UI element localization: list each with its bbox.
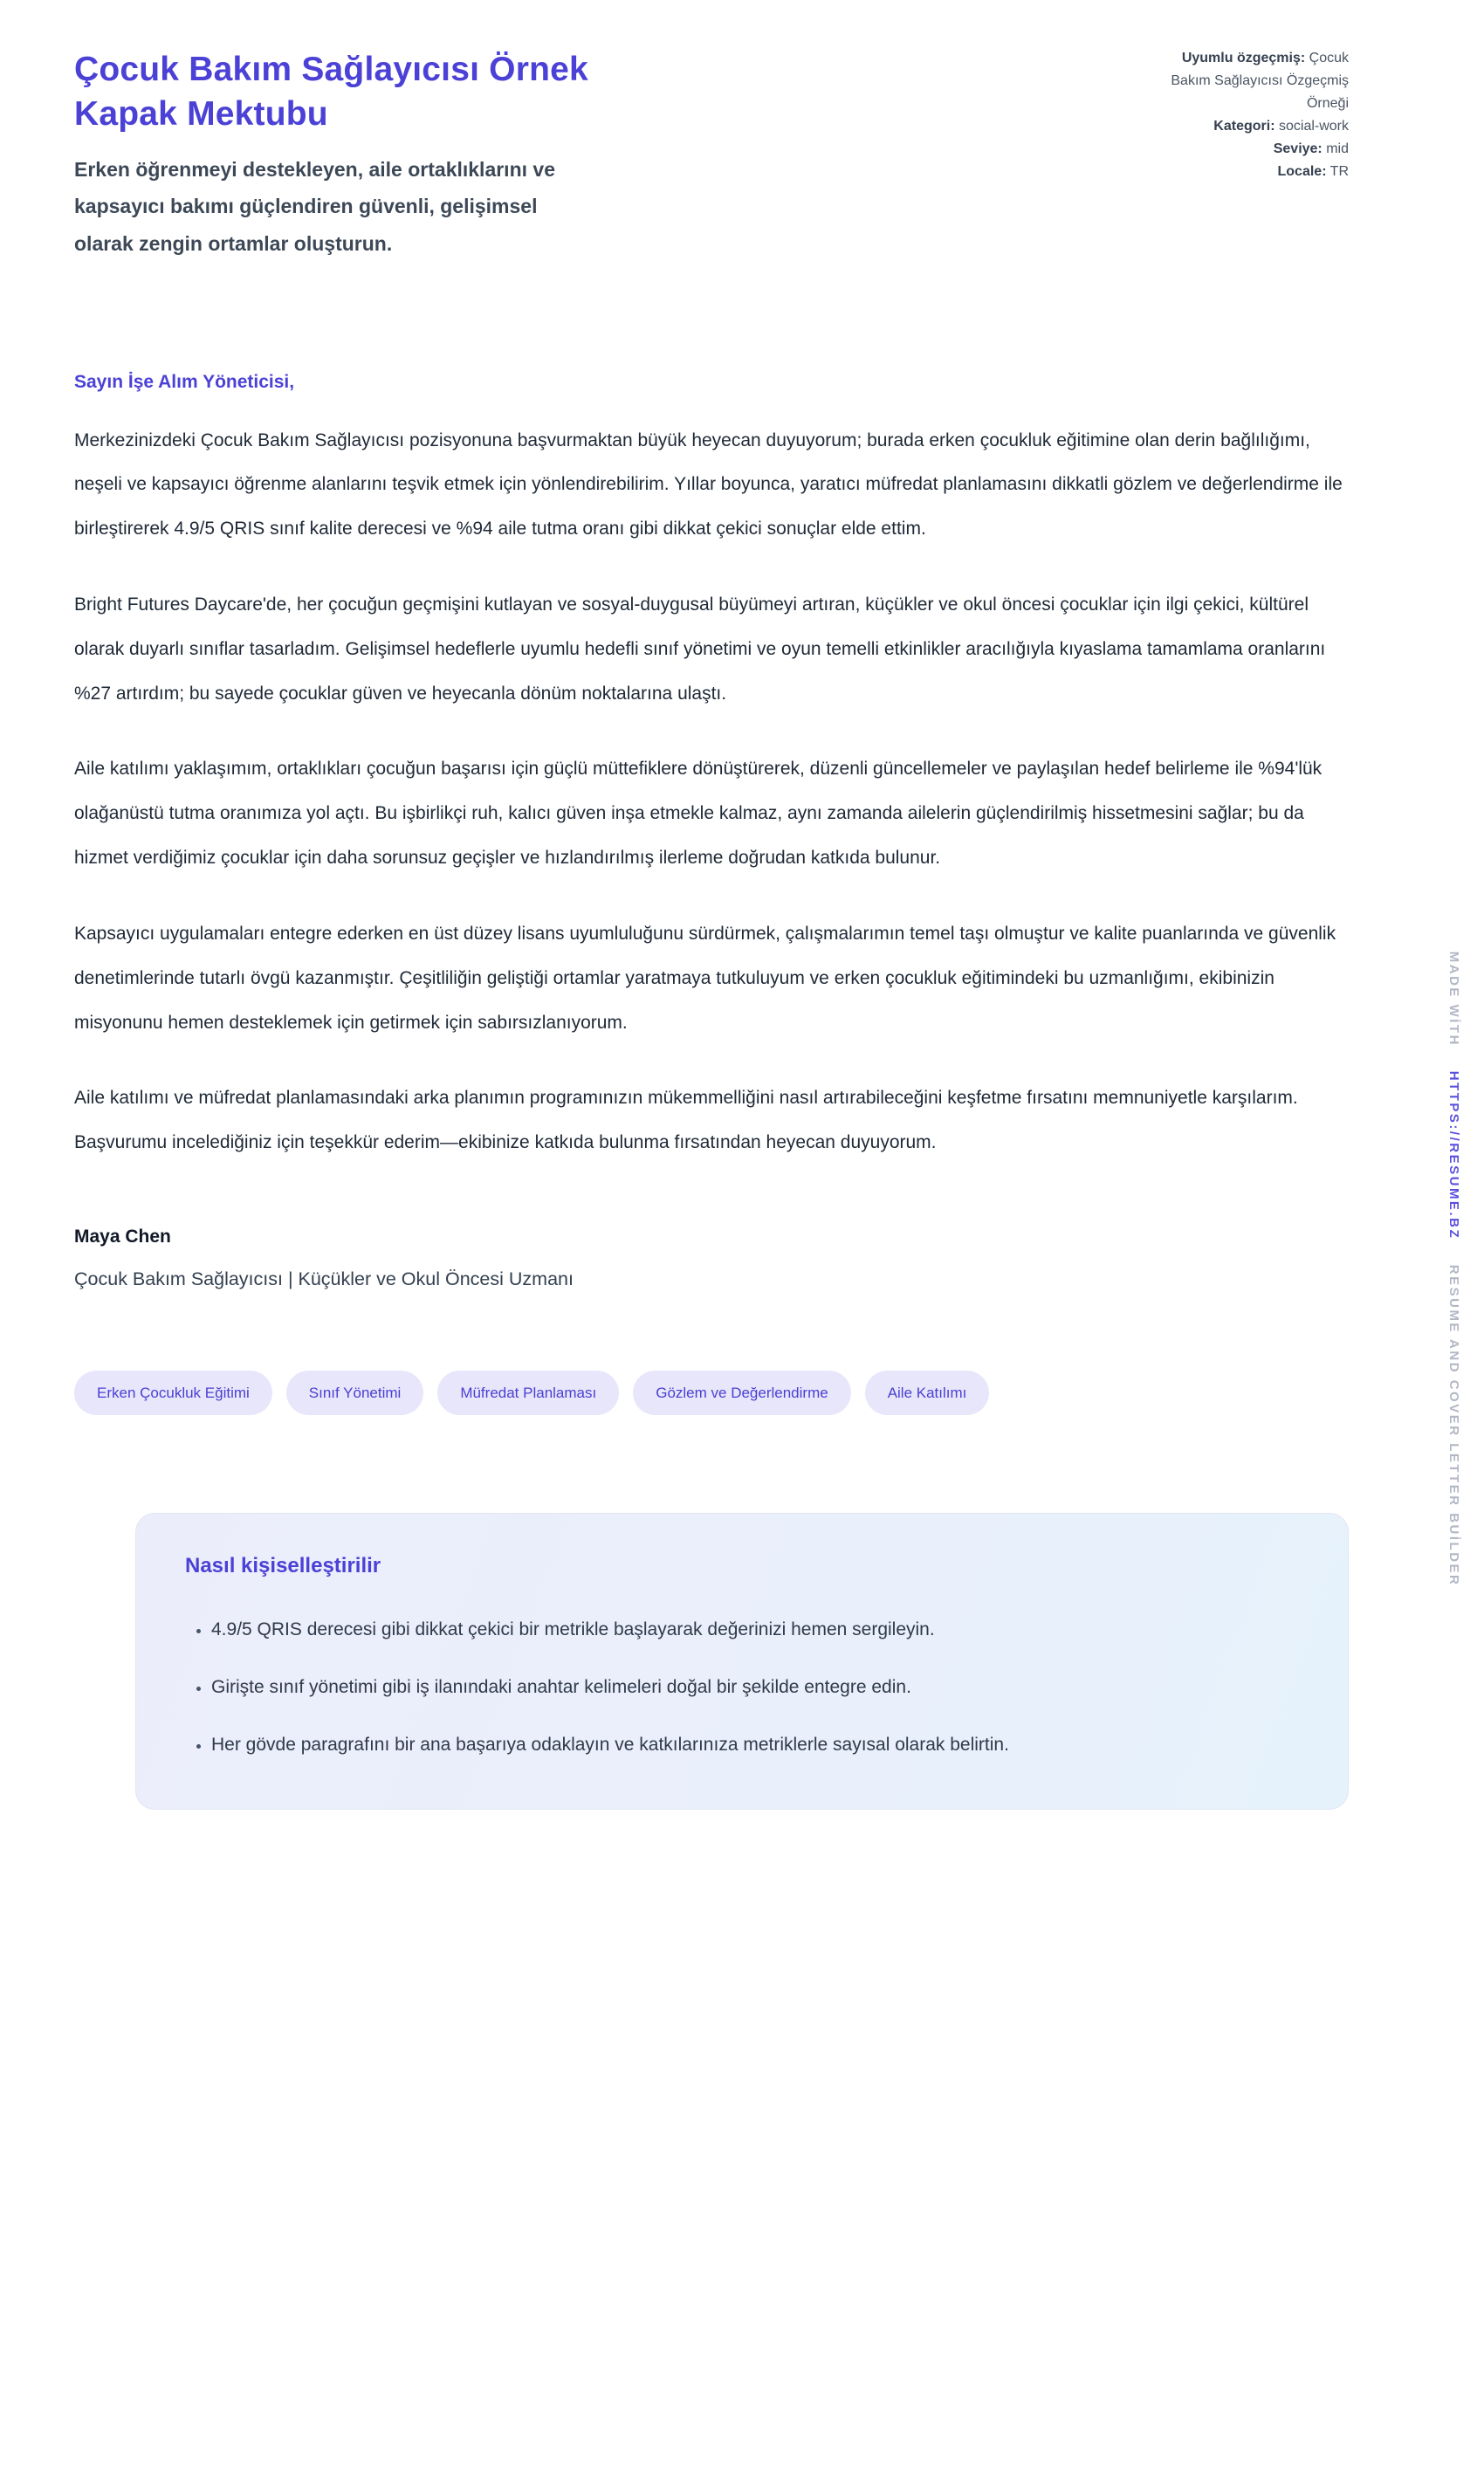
tips-title: Nasıl kişiselleştirilir	[185, 1553, 381, 1577]
meta-value: Çocuk Bakım Sağlayıcısı Özgeçmiş Örneği	[1171, 51, 1349, 111]
letter-paragraph: Aile katılımı yaklaşımım, ortaklıkları çocuğun başarısı için güçlü müttefiklere dönüştürerek, düzenli güncellemeler ve paylaşılan hedef belirleme ile %94'lük olağanüstü tutma oranımıza yol açtı. Bu işbirlikçi ruh, kalıcı güven inşa etmekle kalmaz, aynı zamanda ailelerin güçlendirilmiş hissetmesini sağlar; bu da hizmet verdiğimiz çocuklar için daha sorunsuz geçişler ve hızlandırılmış ilerleme doğrudan katkıda bulunur.	[74, 759, 1323, 869]
title-block	[74, 42, 668, 263]
tag-early-childhood-education[interactable]: Erken Çocukluk Eğitimi	[74, 1371, 272, 1415]
resume-bz-link[interactable]: HTTPS://RESUME.BZ	[1446, 1071, 1461, 1241]
header	[74, 42, 1349, 263]
meta-value: mid	[1326, 141, 1349, 156]
meta-value: social-work	[1278, 118, 1349, 134]
meta-matching-resume	[1165, 47, 1349, 115]
meta-label: Locale:	[1277, 163, 1327, 179]
tag-curriculum-planning[interactable]: Müfredat Planlaması	[437, 1371, 619, 1415]
meta-label: Seviye:	[1273, 141, 1323, 156]
letter-paragraph: Kapsayıcı uygulamaları entegre ederken en üst düzey lisans uyumluluğunu sürdürmek, çalışmalarımın temel taşı olmuştur ve kalite puanlarında ve güvenlik denetimlerinde tutarlı övgü kazanmıştır. Çeşitliliğin geliştiği ortamlar yaratmaya tutkuluyum ve erken çocukluk eğitimindeki bu uzmanlığımı, ekibinizin misyonunu hemen desteklemek için getirmek için sabırsızlanıyorum.	[74, 923, 1336, 1033]
meta-panel	[1165, 47, 1349, 182]
cover-letter-body	[74, 372, 1349, 1290]
meta-level	[1165, 138, 1349, 161]
letter-paragraph: Merkezinizdeki Çocuk Bakım Sağlayıcısı pozisyonuna başvurmaktan büyük heyecan duyuyorum; burada erken çocukluk eğitimine olan derin bağlılığımı, neşeli ve kapsayıcı öğrenme alanlarını teşvik etmek için yönlendirebilirim. Yıllar boyunca, yaratıcı müfredat planlamasını dikkatli gözlem ve değerlendirme ile birleştirerek 4.9/5 QRIS sınıf kalite derecesi ve %94 aile tutma oranı gibi dikkat çekici sonuçlar elde ettim.	[74, 430, 1343, 540]
tips-list	[185, 1608, 1299, 1767]
meta-label: Uyumlu özgeçmiş:	[1181, 51, 1306, 65]
watermark-prefix: MADE WİTH	[1446, 951, 1461, 1047]
skill-tags	[74, 1371, 1349, 1415]
letter-paragraph: Bright Futures Daycare'de, her çocuğun geçmişini kutlayan ve sosyal-duygusal büyümeyi artıran, küçükler ve okul öncesi çocuklar için ilgi çekici, kültürel olarak duyarlı sınıflar tasarladım. Gelişimsel hedeflerle uyumlu hedefli sınıf yönetimi ve oyun temelli etkinlikler aracılığıyla kıyaslama tamamlama oranlarını %27 artırdım; bu sayede çocuklar güven ve heyecanla dönüm noktalarına ulaştı.	[74, 595, 1326, 704]
page-subtitle: Erken öğrenmeyi destekleyen, aile ortaklıklarını ve kapsayıcı bakımı güçlendiren güvenli, gelişimsel olarak zengin ortamlar oluşturun.	[74, 157, 555, 256]
tip-item: • Girişte sınıf yönetimi gibi iş ilanındaki anahtar kelimeleri doğal bir şekilde entegre edin.	[211, 1666, 1294, 1709]
letter-greeting: Sayın İşe Alım Yöneticisi,	[74, 371, 295, 392]
how-to-personalize-box	[135, 1513, 1349, 1810]
meta-category	[1165, 115, 1349, 138]
meta-value: TR	[1329, 163, 1349, 179]
made-with-watermark	[1446, 941, 1461, 1596]
letter-paragraph: Aile katılımı ve müfredat planlamasındaki arka planımın programınızın mükemmelliğini nasıl artırabileceğini keşfetme fırsatını memnuniyetle karşılarım. Başvurumu incelediğiniz için teşekkür ederim—ekibinize katkıda bulunma fırsatından heyecan duyuyorum.	[74, 1088, 1298, 1153]
meta-label: Kategori:	[1213, 118, 1275, 134]
tip-item: • Her gövde paragrafını bir ana başarıya odaklayın ve katkılarınıza metriklerle sayısal olarak belirtin.	[211, 1723, 1294, 1767]
tag-observation-assessment[interactable]: Gözlem ve Değerlendirme	[633, 1371, 850, 1415]
watermark-suffix: RESUME AND COVER LETTER BUİLDER	[1446, 1265, 1461, 1587]
tip-item: • 4.9/5 QRIS derecesi gibi dikkat çekici bir metrikle başlayarak değerinizi hemen sergileyin.	[211, 1608, 1294, 1652]
signature-role: Çocuk Bakım Sağlayıcısı | Küçükler ve Okul Öncesi Uzmanı	[74, 1268, 574, 1289]
signature-block	[74, 1227, 1349, 1290]
tag-family-engagement[interactable]: Aile Katılımı	[865, 1371, 990, 1415]
signature-name: Maya Chen	[74, 1226, 171, 1247]
tag-classroom-management[interactable]: Sınıf Yönetimi	[286, 1371, 424, 1415]
meta-locale	[1165, 161, 1349, 183]
page-title: Çocuk Bakım Sağlayıcısı Örnek Kapak Mektubu	[74, 51, 588, 134]
